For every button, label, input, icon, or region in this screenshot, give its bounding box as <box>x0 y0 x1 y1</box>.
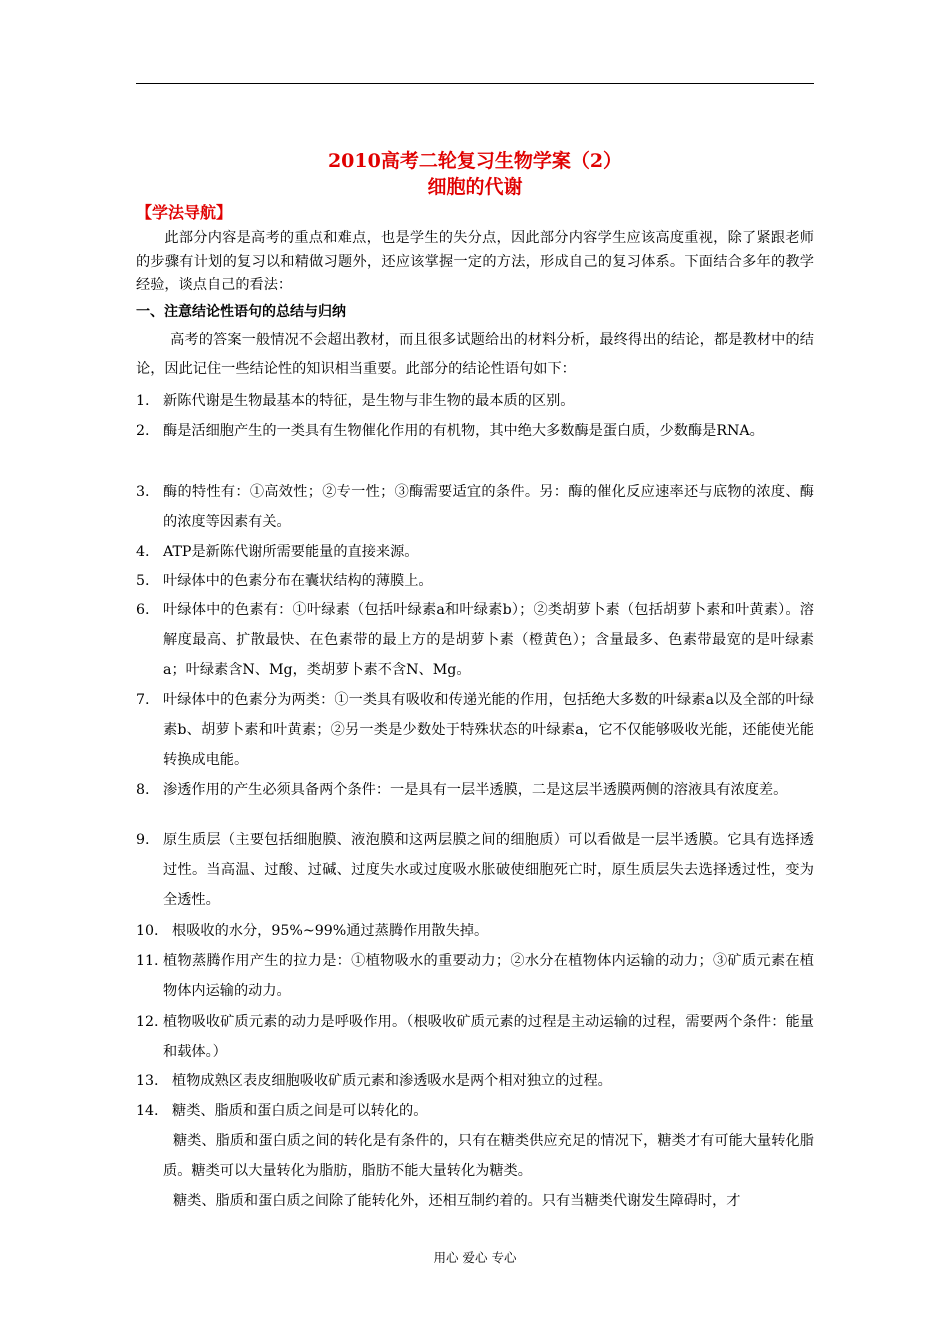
document-subtitle: 细胞的代谢 <box>427 176 523 198</box>
list-item-text: 叶绿体中的色素有：①叶绿素（包括叶绿素a和叶绿素b）；②类胡萝卜素（包括胡萝卜素和叶黄素）。溶解度最高、扩散最快、在色素带的最上方的是胡萝卜素（橙黄色）；含量最多、色素带最宽的是叶绿素a；叶绿素含N、Mg，类胡萝卜素不含N、Mg。 <box>163 602 814 678</box>
list-item <box>136 477 814 537</box>
list-item-text: 叶绿体中的色素分布在囊状结构的薄膜上。 <box>163 573 433 589</box>
list-item <box>136 416 814 446</box>
list-item <box>136 386 814 416</box>
list-item-text: 酶的特性有：①高效性；②专一性；③酶需要适宜的条件。另：酶的催化反应速率还与底物的浓度、酶的浓度等因素有关。 <box>163 484 814 530</box>
list-item <box>136 685 814 775</box>
section-label: 【学法导航】 <box>136 203 233 222</box>
list-item <box>136 537 814 567</box>
list-item-number: 4. <box>136 544 150 560</box>
list-item-number: 5. <box>136 573 150 589</box>
conclusion-intro-paragraph <box>136 326 814 384</box>
list-item-text: 植物吸收矿质元素的动力是呼吸作用。（根吸收矿质元素的过程是主动运输的过程，需要两个条件：能量和载体。） <box>163 1014 814 1060</box>
sub-paragraph <box>163 1126 814 1186</box>
page-footer: 用心 爱心 专心 <box>433 1250 517 1265</box>
list-item-number: 3. <box>136 484 150 500</box>
list-item-text: 糖类、脂质和蛋白质之间是可以转化的。 <box>172 1103 428 1119</box>
list-item <box>136 1066 814 1096</box>
list-item <box>136 595 814 685</box>
heading-conclusions: 一、注意结论性语句的总结与归纳 <box>136 304 346 320</box>
list-item-text: 酶是活细胞产生的一类具有生物催化作用的有机物，其中绝大多数酶是蛋白质，少数酶是RNA。 <box>163 423 764 439</box>
conclusion-intro-text: 高考的答案一般情况不会超出教材，而且很多试题给出的材料分析，最终得出的结论，都是教材中的结论，因此记住一些结论性的知识相当重要。此部分的结论性语句如下： <box>136 332 814 377</box>
list-item-number: 6. <box>136 602 150 618</box>
list-item-text: 根吸收的水分，95%~99%通过蒸腾作用散失掉。 <box>172 923 489 939</box>
list-item-number: 7. <box>136 692 150 708</box>
list-item-number: 10. <box>136 923 159 939</box>
list-item-text: 原生质层（主要包括细胞膜、液泡膜和这两层膜之间的细胞质）可以看做是一层半透膜。它具有选择透过性。当高温、过酸、过碱、过度失水或过度吸水胀破使细胞死亡时，原生质层失去选择透过性，变为全透性。 <box>163 832 814 908</box>
list-item <box>136 1096 814 1126</box>
list-item-number: 14. <box>136 1103 159 1119</box>
list-item-number: 2. <box>136 423 150 439</box>
list-item-number: 1. <box>136 393 150 409</box>
list-item <box>136 916 814 946</box>
list-item-text: ATP是新陈代谢所需要能量的直接来源。 <box>163 544 419 560</box>
list-item <box>136 825 814 915</box>
document-title: 2010高考二轮复习生物学案（2） <box>327 150 623 172</box>
list-item <box>136 1007 814 1067</box>
intro-paragraph <box>136 227 814 298</box>
sub-paragraph-text: 糖类、脂质和蛋白质之间除了能转化外，还相互制约着的。只有当糖类代谢发生障碍时，才 <box>172 1193 741 1209</box>
sub-paragraph-text: 糖类、脂质和蛋白质之间的转化是有条件的，只有在糖类供应充足的情况下，糖类才有可能大量转化脂质。糖类可以大量转化为脂肪，脂肪不能大量转化为糖类。 <box>163 1133 814 1179</box>
list-item <box>136 946 814 1006</box>
sub-paragraph <box>163 1186 814 1216</box>
list-item-text: 植物蒸腾作用产生的拉力是：①植物吸水的重要动力；②水分在植物体内运输的动力；③矿质元素在植物体内运输的动力。 <box>163 953 814 999</box>
list-item-text: 新陈代谢是生物最基本的特征，是生物与非生物的最本质的区别。 <box>163 393 575 409</box>
list-item-number: 12. <box>136 1014 159 1030</box>
header-rule <box>136 83 814 84</box>
list-item-number: 11. <box>136 953 159 969</box>
intro-text: 此部分内容是高考的重点和难点，也是学生的失分点，因此部分内容学生应该高度重视，除了紧跟老师的步骤有计划的复习以和精做习题外，还应该掌握一定的方法，形成自己的复习体系。下面结合多年的教学经验，谈点自己的看法： <box>136 230 814 293</box>
list-item-text: 叶绿体中的色素分为两类：①一类具有吸收和传递光能的作用，包括绝大多数的叶绿素a以及全部的叶绿素b、胡萝卜素和叶黄素；②另一类是少数处于特殊状态的叶绿素a，它不仅能够吸收光能，还能使光能转换成电能。 <box>163 692 814 768</box>
list-item <box>136 775 814 805</box>
list-item-text: 植物成熟区表皮细胞吸收矿质元素和渗透吸水是两个相对独立的过程。 <box>172 1073 612 1089</box>
list-item-text: 渗透作用的产生必须具备两个条件：一是具有一层半透膜，二是这层半透膜两侧的溶液具有浓度差。 <box>163 782 788 798</box>
list-item-number: 13. <box>136 1073 159 1089</box>
list-item-number: 8. <box>136 782 150 798</box>
list-item-number: 9. <box>136 832 150 848</box>
list-item <box>136 566 814 596</box>
